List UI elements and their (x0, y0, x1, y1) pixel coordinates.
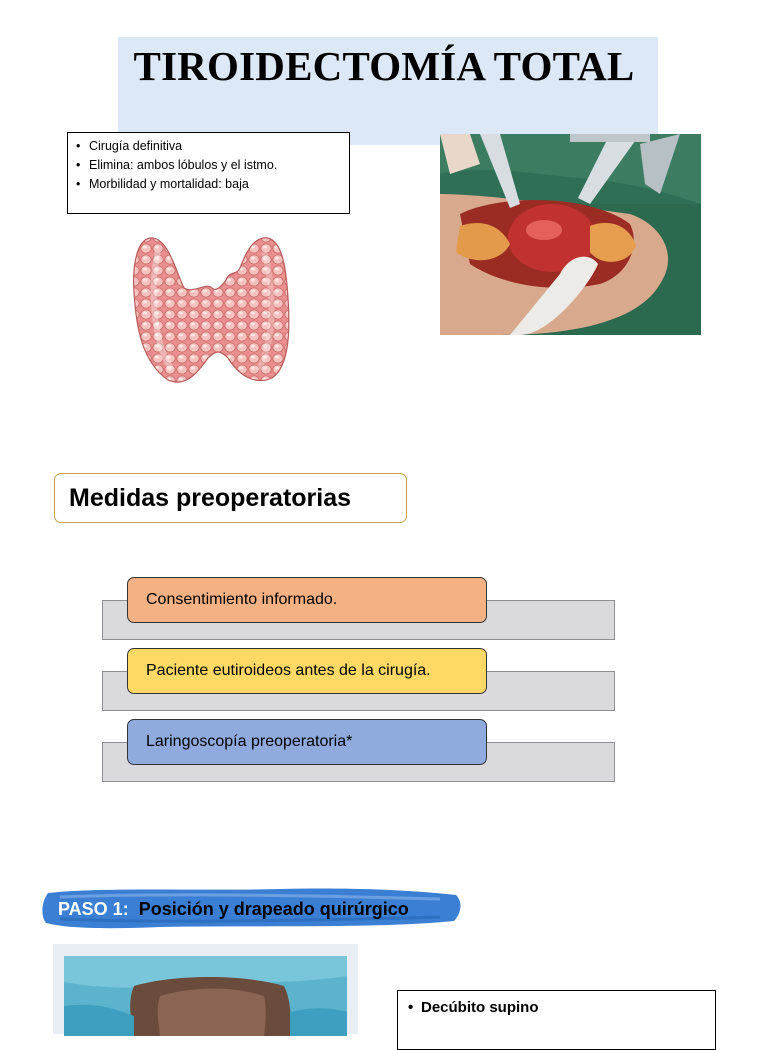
step-title: Posición y drapeado quirúrgico (138, 899, 409, 919)
section-title-preoperative: Medidas preoperatorias (54, 473, 407, 523)
step-bullet-box (397, 990, 716, 1050)
preop-item-laryngoscopy: Laringoscopía preoperatoria* (127, 719, 487, 765)
surgery-photo (440, 134, 701, 335)
step-banner-text (58, 899, 409, 920)
intro-bullet-list (74, 137, 343, 194)
preop-item-euthyroid: Paciente eutiroideos antes de la cirugía. (127, 648, 487, 694)
bullet-item: • Elimina: ambos lóbulos y el istmo. (74, 156, 343, 175)
intro-bullet-box (67, 132, 350, 214)
preop-item-consent: Consentimiento informado. (127, 577, 487, 623)
thyroid-gland-illustration (128, 232, 294, 384)
page-title: TIROIDECTOMÍA TOTAL (133, 43, 635, 89)
bullet-item: • Decúbito supino (406, 997, 707, 1019)
step-bullet-list (406, 997, 707, 1019)
patient-positioning-photo (64, 956, 347, 1036)
bullet-item: • Morbilidad y mortalidad: baja (74, 175, 343, 194)
step-number: PASO 1: (58, 899, 129, 919)
bullet-item: • Cirugía definitiva (74, 137, 343, 156)
